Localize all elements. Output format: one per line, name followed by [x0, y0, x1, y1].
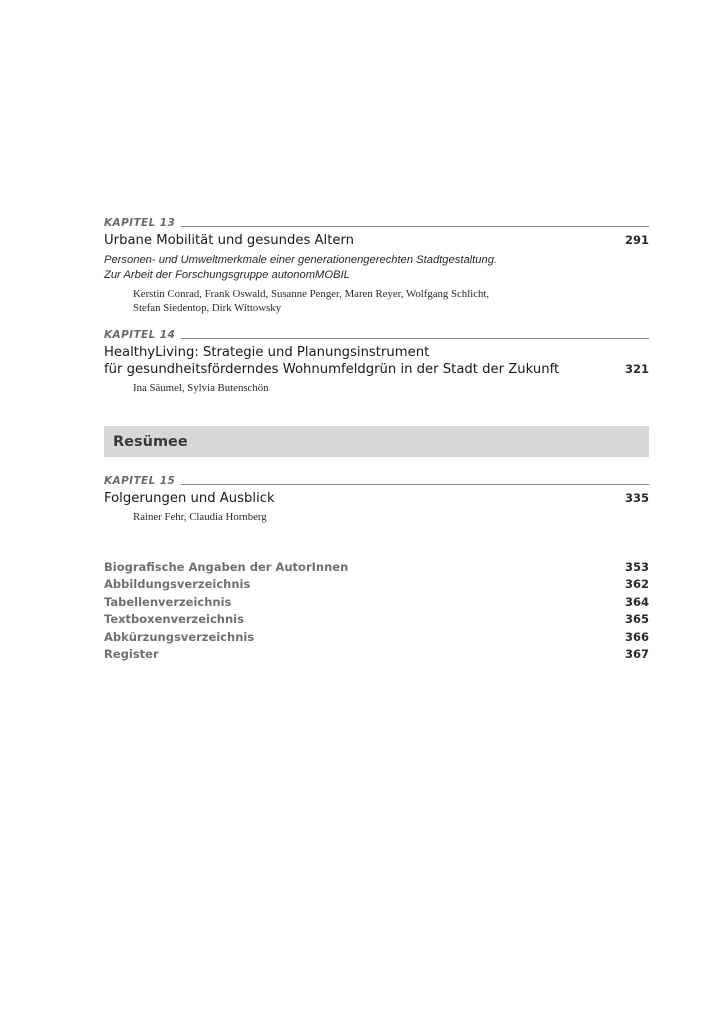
chapter-14-title-row[interactable] [104, 361, 649, 378]
chapter-authors: Rainer Fehr, Claudia Hornberg [133, 511, 267, 523]
chapter-13-title-row[interactable] [104, 232, 649, 249]
chapter-title[interactable]: für gesundheitsförderndes Wohnumfeldgrün in der Stadt der Zukunft [104, 362, 560, 377]
backmatter-list [104, 560, 649, 664]
chapter-rule [181, 226, 649, 227]
chapter-label: KAPITEL 14 [104, 329, 176, 341]
toc-entry[interactable] [104, 560, 649, 577]
toc-entry[interactable] [104, 647, 649, 664]
chapter-title[interactable]: Folgerungen und Ausblick [104, 491, 275, 506]
page-number: 353 [624, 560, 649, 574]
chapter-subtitle: Personen- und Umweltmerkmale einer generationengerechten Stadtgestaltung. [104, 254, 498, 266]
toc-entry-title[interactable]: Abkürzungsverzeichnis [104, 629, 255, 644]
chapter-rule [181, 484, 649, 485]
chapter-14-title-line1[interactable] [104, 344, 649, 361]
chapter-15-title-row[interactable] [104, 490, 649, 507]
section-title: Resümee [113, 433, 188, 450]
page-number: 365 [624, 612, 649, 627]
chapter-authors: Ina Säumel, Sylvia Butenschön [133, 382, 269, 394]
chapter-label: KAPITEL 15 [104, 475, 176, 487]
chapter-authors: Kerstin Conrad, Frank Oswald, Susanne Penger, Maren Reyer, Wolfgang Schlicht, [133, 288, 490, 300]
toc-entry-title[interactable]: Abbildungsverzeichnis [104, 577, 251, 592]
toc-entry[interactable] [104, 630, 649, 647]
page-number: 321 [624, 362, 649, 376]
chapter-title[interactable]: Urbane Mobilität und gesundes Altern [104, 233, 355, 248]
chapter-rule [181, 338, 649, 339]
toc-entry-title[interactable]: Textboxenverzeichnis [104, 612, 244, 627]
toc-entry[interactable] [104, 612, 649, 629]
page-number: 366 [624, 629, 649, 644]
chapter-label: KAPITEL 13 [104, 217, 176, 229]
page-number: 291 [624, 233, 649, 247]
page-number: 335 [624, 491, 649, 505]
toc-entry[interactable] [104, 595, 649, 612]
chapter-13-header [104, 217, 649, 229]
toc-entry-title[interactable]: Biografische Angaben der AutorInnen [104, 560, 349, 574]
toc-entry[interactable] [104, 577, 649, 594]
chapter-title[interactable]: HealthyLiving: Strategie und Planungsinstrument [104, 345, 430, 360]
toc-entry-title[interactable]: Tabellenverzeichnis [104, 594, 232, 609]
section-heading [104, 426, 649, 457]
page-number: 364 [624, 594, 649, 609]
chapter-subtitle: Zur Arbeit der Forschungsgruppe autonomMOBIL [104, 269, 350, 281]
page-number: 362 [624, 577, 649, 592]
chapter-15-header [104, 475, 649, 487]
toc-entry-title[interactable]: Register [104, 646, 159, 661]
page-number: 367 [624, 646, 649, 661]
chapter-14-header [104, 329, 649, 341]
chapter-authors: Stefan Siedentop, Dirk Wittowsky [133, 302, 282, 314]
